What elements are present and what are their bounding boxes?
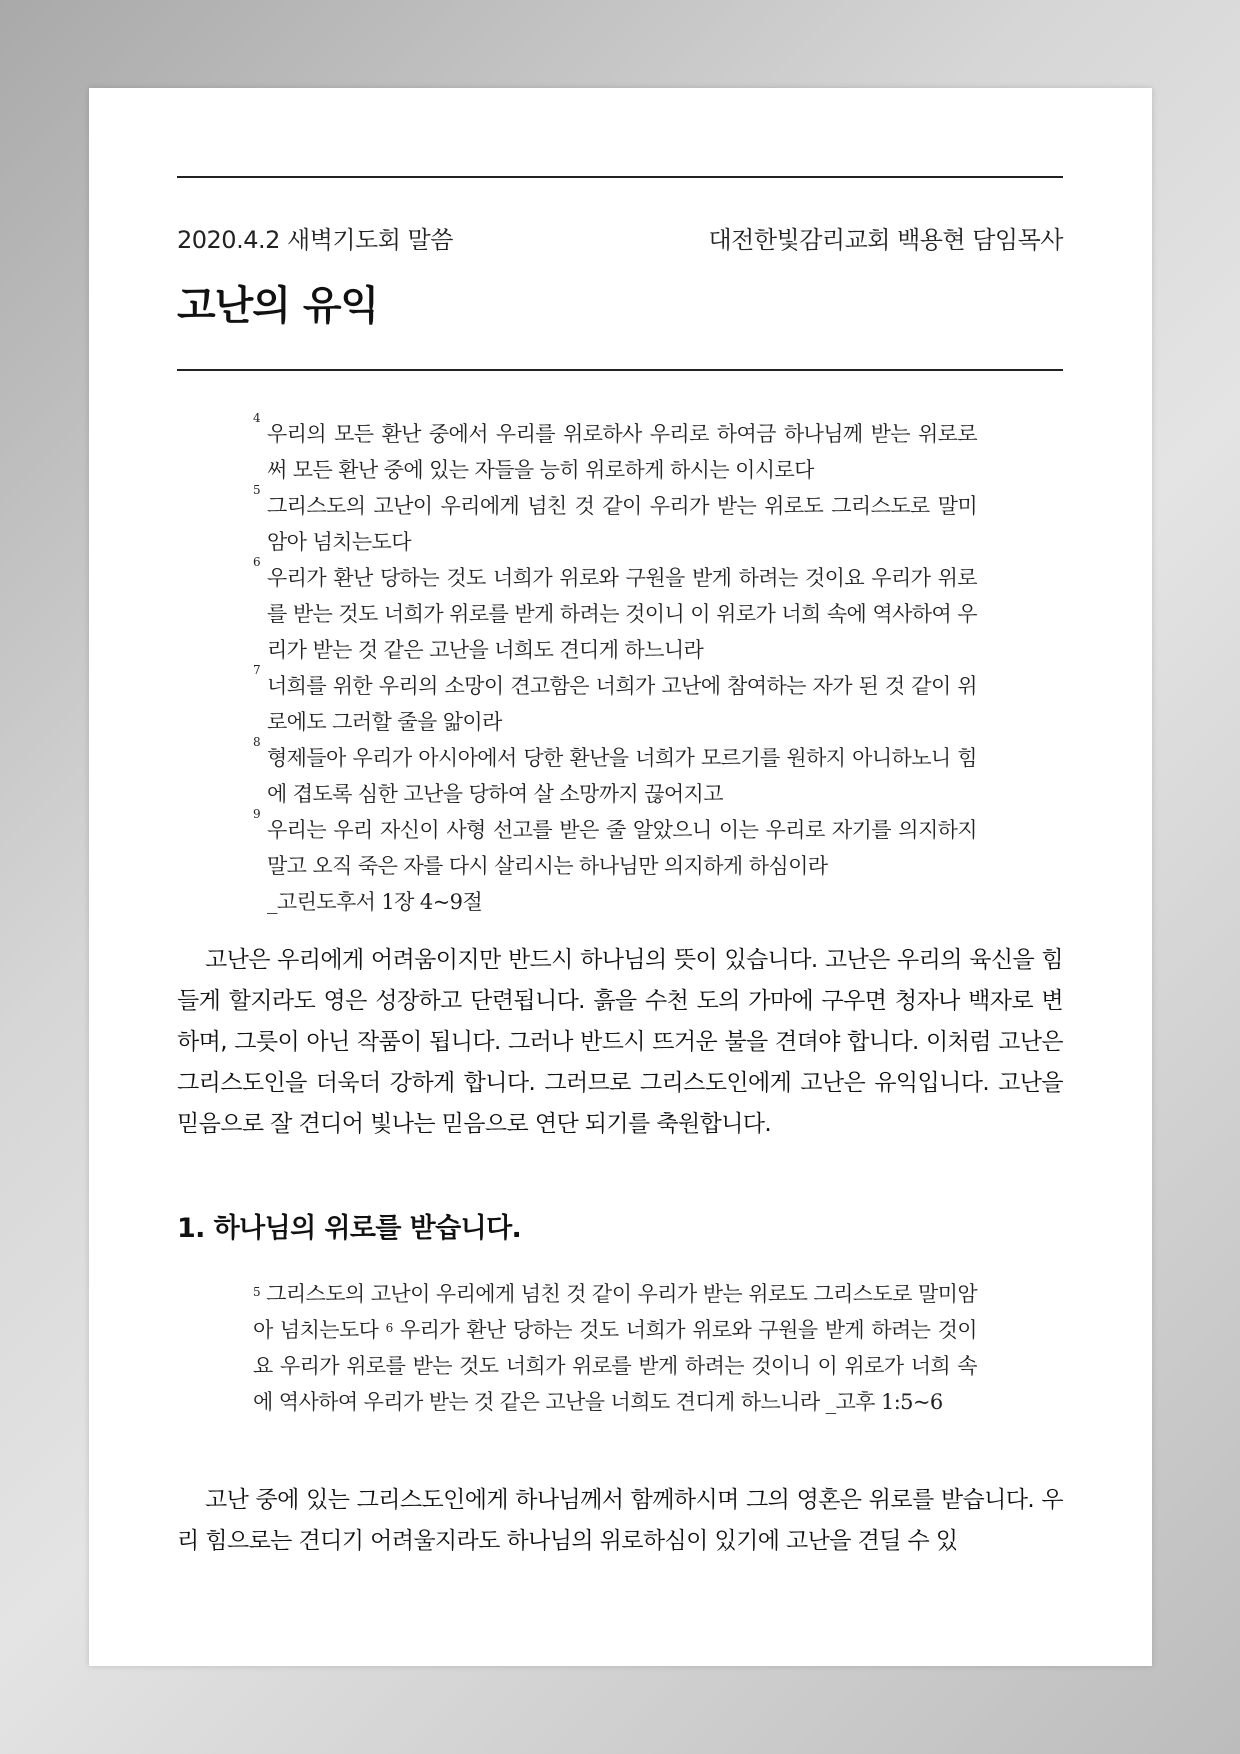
verse-number: 5 (253, 483, 261, 497)
section-heading-1: 1. 하나님의 위로를 받습니다. (177, 1213, 522, 1244)
verse-number: 7 (253, 663, 261, 677)
verse-text: 그리스도의 고난이 우리에게 넘친 것 같이 우리가 받는 위로도 그리스도로 말미암아 넘치는도다 (267, 494, 977, 554)
scripture-block-section1 (253, 1276, 977, 1420)
verse-text: 우리가 환난 당하는 것도 너희가 위로와 구원을 받게 하려는 것이요 우리가 위로를 받는 것도 너희가 위로를 받게 하려는 것이니 이 위로가 너희 속에 역사하여 우리가 받는 것 같은 고난을 너희도 견디게 하느니라 (267, 566, 977, 662)
verse-5 (253, 483, 977, 560)
verse-4 (253, 411, 977, 488)
verse-number: 8 (253, 735, 261, 749)
date-line: 2020.4.2 새벽기도회 말씀 (177, 226, 453, 254)
verse-number: 6 (253, 555, 261, 569)
scripture-block-main (253, 411, 977, 920)
verse-text: 너희를 위한 우리의 소망이 견고함은 너희가 고난에 참여하는 자가 된 것 같이 위로에도 그러할 줄을 앎이라 (267, 674, 977, 734)
title-divider (177, 369, 1063, 371)
verse-number: 5 (253, 1285, 261, 1299)
sermon-title: 고난의 유익 (177, 283, 379, 329)
body-paragraph-section1: 고난 중에 있는 그리스도인에게 하나님께서 함께하시며 그의 영혼은 위로를 받습니다. 우리 힘으로는 견디기 어려울지라도 하나님의 위로하심이 있기에 고난을 견딜 수 있 (177, 1487, 1063, 1554)
church-line: 대전한빛감리교회 백용현 담임목사 (708, 226, 1063, 254)
verse-number: 9 (253, 807, 261, 821)
verse-number: 6 (385, 1321, 393, 1335)
section1-scripture-text (253, 1276, 977, 1420)
verse-text: 우리의 모든 환난 중에서 우리를 위로하사 우리로 하여금 하나님께 받는 위로로써 모든 환난 중에 있는 자들을 능히 위로하게 하시는 이시로다 (267, 422, 977, 482)
verse-text: 우리가 환난 당하는 것도 너희가 위로와 구원을 받게 하려는 것이요 우리가 위로를 받는 것도 너희가 위로를 받게 하려는 것이니 이 위로가 너희 속에 역사하여 우리가 받는 것 같은 고난을 너희도 견디게 하느니라 (253, 1318, 977, 1414)
scripture-reference: _고후 1:5~6 (825, 1390, 943, 1414)
top-divider (177, 176, 1063, 178)
header-meta (177, 220, 1063, 256)
verse-text: 그리스도의 고난이 우리에게 넘친 것 같이 우리가 받는 위로도 그리스도로 말미암아 넘치는도다 (253, 1282, 978, 1342)
verse-9 (253, 807, 977, 884)
verse-7 (253, 663, 977, 740)
verse-text: 형제들아 우리가 아시아에서 당한 환난을 너희가 모르기를 원하지 아니하노니 힘에 겹도록 심한 고난을 당하여 살 소망까지 끊어지고 (267, 746, 977, 806)
verse-text: 우리는 우리 자신이 사형 선고를 받은 줄 알았으니 이는 우리로 자기를 의지하지 말고 오직 죽은 자를 다시 살리시는 하나님만 의지하게 하심이라 (267, 818, 977, 878)
scripture-reference: _고린도후서 1장 4~9절 (267, 890, 483, 914)
document-page (89, 88, 1152, 1666)
verse-number: 4 (253, 411, 261, 425)
verse-6 (253, 555, 977, 668)
body-paragraph-intro: 고난은 우리에게 어려움이지만 반드시 하나님의 뜻이 있습니다. 고난은 우리의 육신을 힘들게 할지라도 영은 성장하고 단련됩니다. 흙을 수천 도의 가마에 구우면 청자나 백자로 변하며, 그릇이 아닌 작품이 됩니다. 그러나 반드시 뜨거운 불을 견뎌야 합니다. 이처럼 고난은 그리스도인을 더욱더 강하게 합니다. 그러므로 그리스도인에게 고난은 유익입니다. 고난을 믿음으로 잘 견디어 빛나는 믿음으로 연단 되기를 축원합니다. (177, 947, 1063, 1137)
verse-8 (253, 735, 977, 812)
